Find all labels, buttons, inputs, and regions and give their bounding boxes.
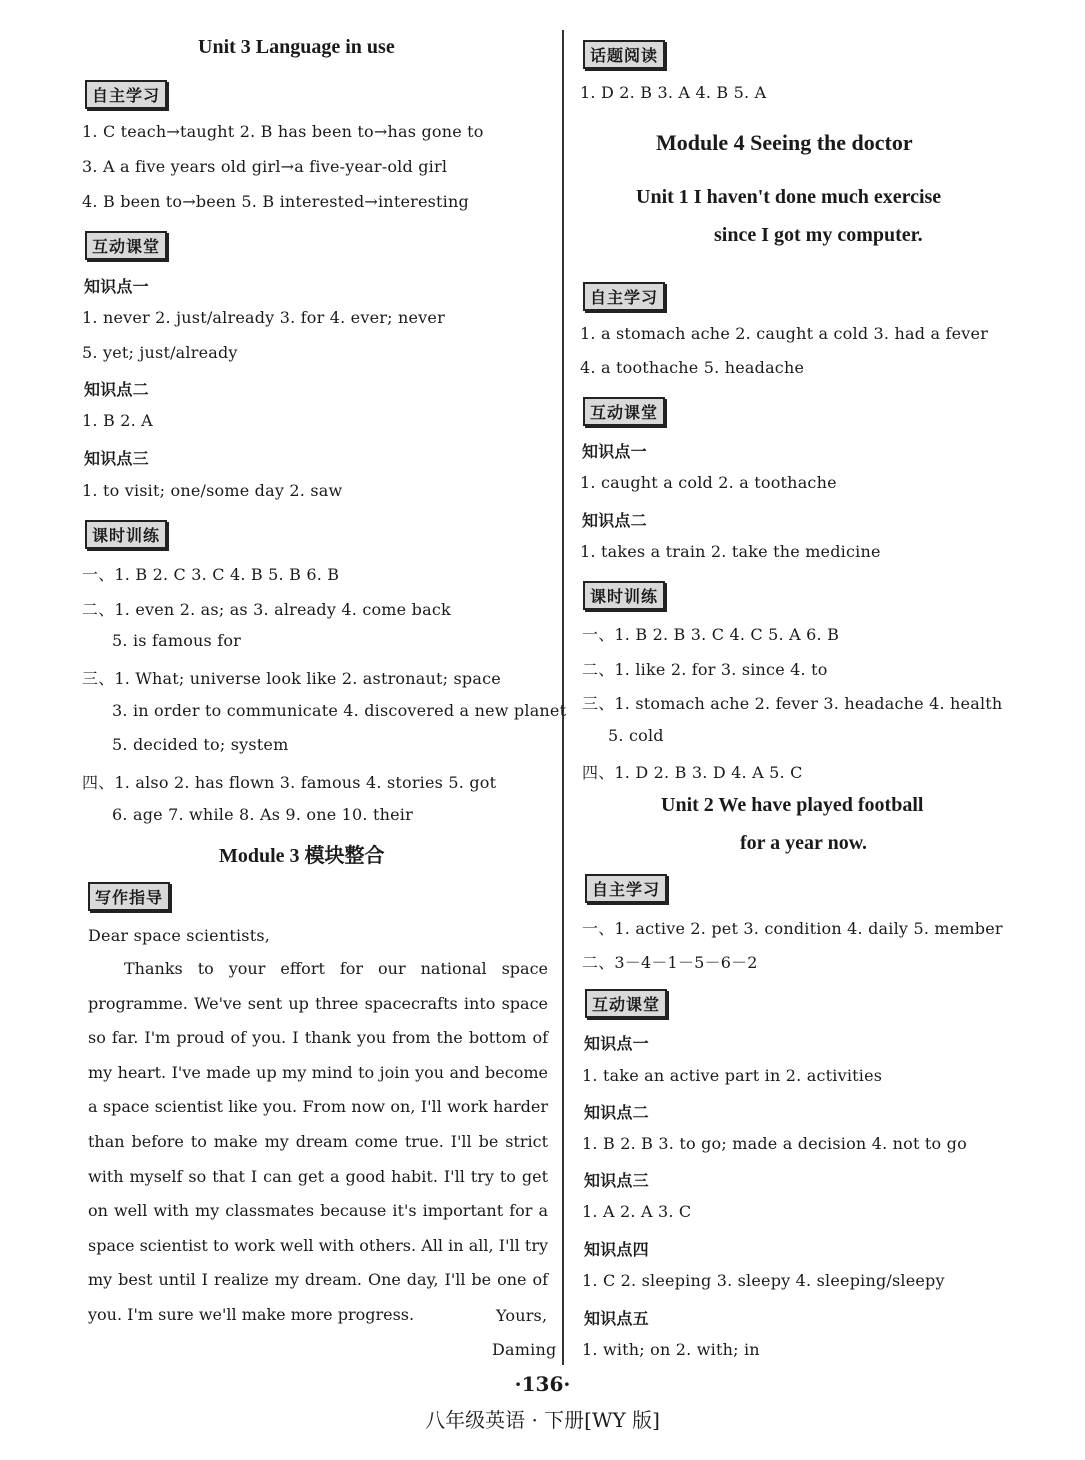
knowledge-point-heading: 知识点五 <box>584 1309 649 1328</box>
knowledge-point-heading: 知识点一 <box>582 442 647 461</box>
answer-line: 3. A a five years old girl→a five-year-old girl <box>82 157 448 176</box>
answer-line: 二、1. like 2. for 3. since 4. to <box>582 660 828 679</box>
answer-line: 三、1. What; universe look like 2. astronaut; space <box>82 669 501 688</box>
answer-line: 3. in order to communicate 4. discovered a new planet <box>112 701 567 720</box>
zizhu2-badge: 自主学习 <box>585 874 667 903</box>
letter-closing: Yours, <box>496 1306 548 1325</box>
knowledge-point-heading: 知识点一 <box>584 1034 649 1053</box>
knowledge-point-heading: 知识点二 <box>582 511 647 530</box>
answer-line: 5. decided to; system <box>112 735 289 754</box>
page-number: ·136· <box>514 1372 571 1396</box>
unit3-title: Unit 3 Language in use <box>198 36 395 58</box>
answer-line: 一、1. B 2. C 3. C 4. B 5. B 6. B <box>82 565 340 584</box>
answer-line: 一、1. active 2. pet 3. condition 4. daily 5. member <box>582 919 1003 938</box>
column-divider <box>562 30 564 1365</box>
letter-signature: Daming <box>492 1340 557 1359</box>
answer-line: 1. take an active part in 2. activities <box>582 1066 883 1085</box>
huati-badge: 话题阅读 <box>583 40 665 69</box>
letter-greeting: Dear space scientists, <box>88 926 271 945</box>
zizhu-badge: 自主学习 <box>85 80 167 109</box>
answer-line: 1. caught a cold 2. a toothache <box>580 473 837 492</box>
answer-line: 5. is famous for <box>112 631 242 650</box>
answer-line: 1. D 2. B 3. A 4. B 5. A <box>580 83 767 102</box>
answer-line: 6. age 7. while 8. As 9. one 10. their <box>112 805 413 824</box>
knowledge-point-heading: 知识点三 <box>84 449 149 468</box>
knowledge-point-heading: 知识点一 <box>84 277 149 296</box>
hudong2-badge: 互动课堂 <box>585 989 667 1018</box>
module3-title: Module 3 模块整合 <box>219 845 385 867</box>
answer-line: 1. a stomach ache 2. caught a cold 3. had a fever <box>580 324 989 343</box>
answer-line: 4. B been to→been 5. B interested→interesting <box>82 192 469 211</box>
answer-line: 1. with; on 2. with; in <box>582 1340 760 1359</box>
answer-line: 四、1. D 2. B 3. D 4. A 5. C <box>582 763 803 782</box>
knowledge-point-heading: 知识点二 <box>584 1103 649 1122</box>
answer-line: 二、3－4－1－5－6－2 <box>582 953 758 972</box>
letter-body: Thanks to your effort for our national space programme. We've sent up three spacecrafts into space so far. I'm proud of you. I thank you from the bottom of my heart. I've made up my mind to join you and become a space scientist like you. From now on, I'll work harder than before to make my dream come true. I'll be strict with myself so that I can get a good habit. I'll try to get on well with my classmates because it's important for a space scientist to work well with others. All in all, I'll try my best until I realize my dream. One day, I'll be one of you. I'm sure we'll make more progress. <box>88 959 548 1324</box>
answer-line: 1. never 2. just/already 3. for 4. ever; never <box>82 308 445 327</box>
book-title: 八年级英语 · 下册[WY 版] <box>425 1408 660 1432</box>
zizhu-badge: 自主学习 <box>583 282 665 311</box>
answer-line: 1. C teach→taught 2. B has been to→has gone to <box>82 122 484 141</box>
answer-line: 1. C 2. sleeping 3. sleepy 4. sleeping/sleepy <box>582 1271 945 1290</box>
answer-line: 三、1. stomach ache 2. fever 3. headache 4. health <box>582 694 1003 713</box>
hudong-badge: 互动课堂 <box>583 397 665 426</box>
knowledge-point-heading: 知识点四 <box>584 1240 649 1259</box>
keshi-badge: 课时训练 <box>583 581 665 610</box>
module4-title: Module 4 Seeing the doctor <box>656 130 913 155</box>
unit2-title-line2: for a year now. <box>740 832 868 854</box>
answer-line: 1. A 2. A 3. C <box>582 1202 692 1221</box>
answer-line: 一、1. B 2. B 3. C 4. C 5. A 6. B <box>582 625 840 644</box>
unit1-title-line2: since I got my computer. <box>714 224 923 246</box>
answer-line: 4. a toothache 5. headache <box>580 358 805 377</box>
keshi-badge: 课时训练 <box>85 520 167 549</box>
answer-line: 1. B 2. A <box>82 411 153 430</box>
answer-line: 5. cold <box>608 726 664 745</box>
unit1-title-line1: Unit 1 I haven't done much exercise <box>636 186 942 208</box>
answer-line: 四、1. also 2. has flown 3. famous 4. stories 5. got <box>82 773 497 792</box>
knowledge-point-heading: 知识点三 <box>584 1171 649 1190</box>
knowledge-point-heading: 知识点二 <box>84 380 149 399</box>
answer-line: 1. to visit; one/some day 2. saw <box>82 481 343 500</box>
unit2-title-line1: Unit 2 We have played football <box>661 794 924 816</box>
hudong-badge: 互动课堂 <box>85 231 167 260</box>
answer-line: 二、1. even 2. as; as 3. already 4. come back <box>82 600 451 619</box>
answer-line: 1. takes a train 2. take the medicine <box>580 542 881 561</box>
xiezuo-badge: 写作指导 <box>88 882 170 911</box>
answer-line: 1. B 2. B 3. to go; made a decision 4. not to go <box>582 1134 967 1153</box>
answer-line: 5. yet; just/already <box>82 343 238 362</box>
